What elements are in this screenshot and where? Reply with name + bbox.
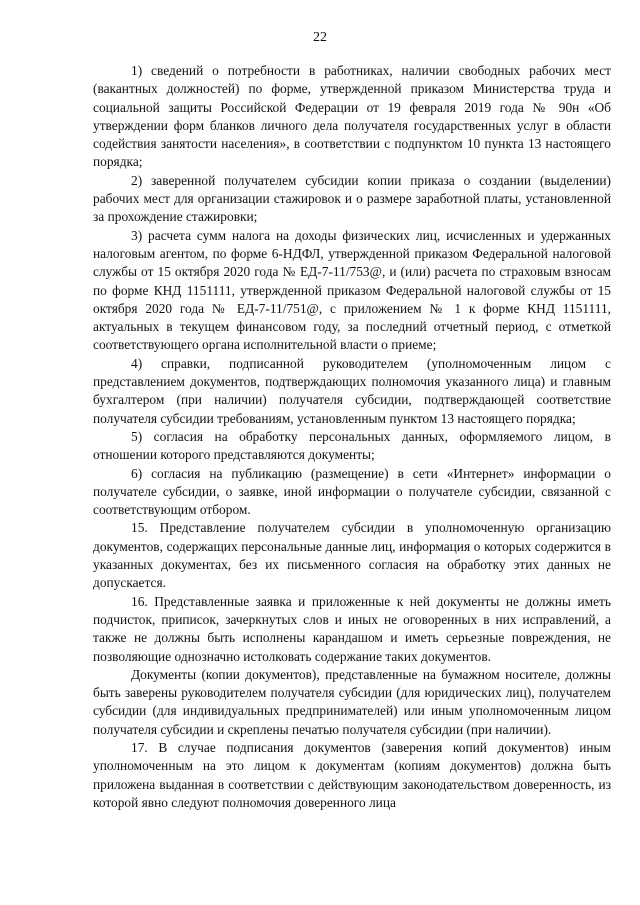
document-body (93, 62, 611, 812)
paragraph-item-1: 1) сведений о потребности в работниках, наличии свободных рабочих мест (вакантных должностей) по форме, утвержденной приказом Министерства труда и социальной защиты Российской Федерации от 19 февраля 2019 года № 90н «Об утверждении форм бланков личного дела получателя государственных услуг в области содействия занятости населения», в соответствии с подпунктом 10 пункта 13 настоящего порядка; (93, 63, 611, 170)
paragraph-documents-certification: Документы (копии документов), представленные на бумажном носителе, должны быть заверены руководителем получателя субсидии (для юридических лиц), получателем субсидии (для индивидуальных предпринимателей) или иным уполномоченным лицом получателя субсидии и скреплены печатью получателя субсидии (при наличии). (93, 666, 611, 737)
paragraph-clause-17: 17. В случае подписания документов (заверения копий документов) иным уполномоченным на это лицом к документам (копиям документов) должна быть приложена выданная в соответствии с действующим законодательством доверенность, из которой явно следуют полномочия доверенного лица (93, 739, 611, 810)
paragraph-item-3: 3) расчета сумм налога на доходы физических лиц, исчисленных и удержанных налоговым агентом, по форме 6-НДФЛ, утвержденной приказом Федеральной налоговой службы от 15 октября 2020 года № ЕД-7-11/753@, и (или) расчета по страховым взносам по форме КНД 1151111, утвержденной приказом Федеральной налоговой службы от 15 октября 2020 года № ЕД-7-11/751@, с приложением № 1 к форме КНД 1151111, актуальных в текущем финансовом году, за последний отчетный период, с отметкой соответствующего органа исполнительной власти о приеме; (93, 227, 611, 353)
page-number: 22 (313, 30, 327, 45)
paragraph-item-2: 2) заверенной получателем субсидии копии приказа о создании (выделении) рабочих мест для организации стажировок и о размере заработной платы, установленной за прохождение стажировки; (93, 172, 611, 225)
paragraph-clause-16: 16. Представленные заявка и приложенные к ней документы не должны иметь подчисток, приписок, зачеркнутых слов и иных не оговоренных в них исправлений, а также не должны быть исполнены карандашом и иметь серьезные повреждения, не позволяющие однозначно истолковать содержание таких документов. (93, 593, 611, 664)
paragraph-item-4: 4) справки, подписанной руководителем (уполномоченным лицом с представлением документов, подтверждающих полномочия указанного лица) и главным бухгалтером (при наличии) получателя субсидии, подтверждающей соответствие получателя субсидии требованиям, установленным пунктом 13 настоящего порядка; (93, 355, 611, 426)
paragraph-item-5: 5) согласия на обработку персональных данных, оформляемого лицом, в отношении которого представляются документы; (93, 428, 611, 463)
paragraph-item-6: 6) согласия на публикацию (размещение) в сети «Интернет» информации о получателе субсидии, о заявке, иной информации о получателе субсидии, связанной с соответствующим отбором. (93, 465, 611, 518)
paragraph-clause-15: 15. Представление получателем субсидии в уполномоченную организацию документов, содержащих персональные данные лиц, информация о которых содержится в указанных документах, без их письменного согласия на обработку этих данных не допускается. (93, 520, 611, 591)
